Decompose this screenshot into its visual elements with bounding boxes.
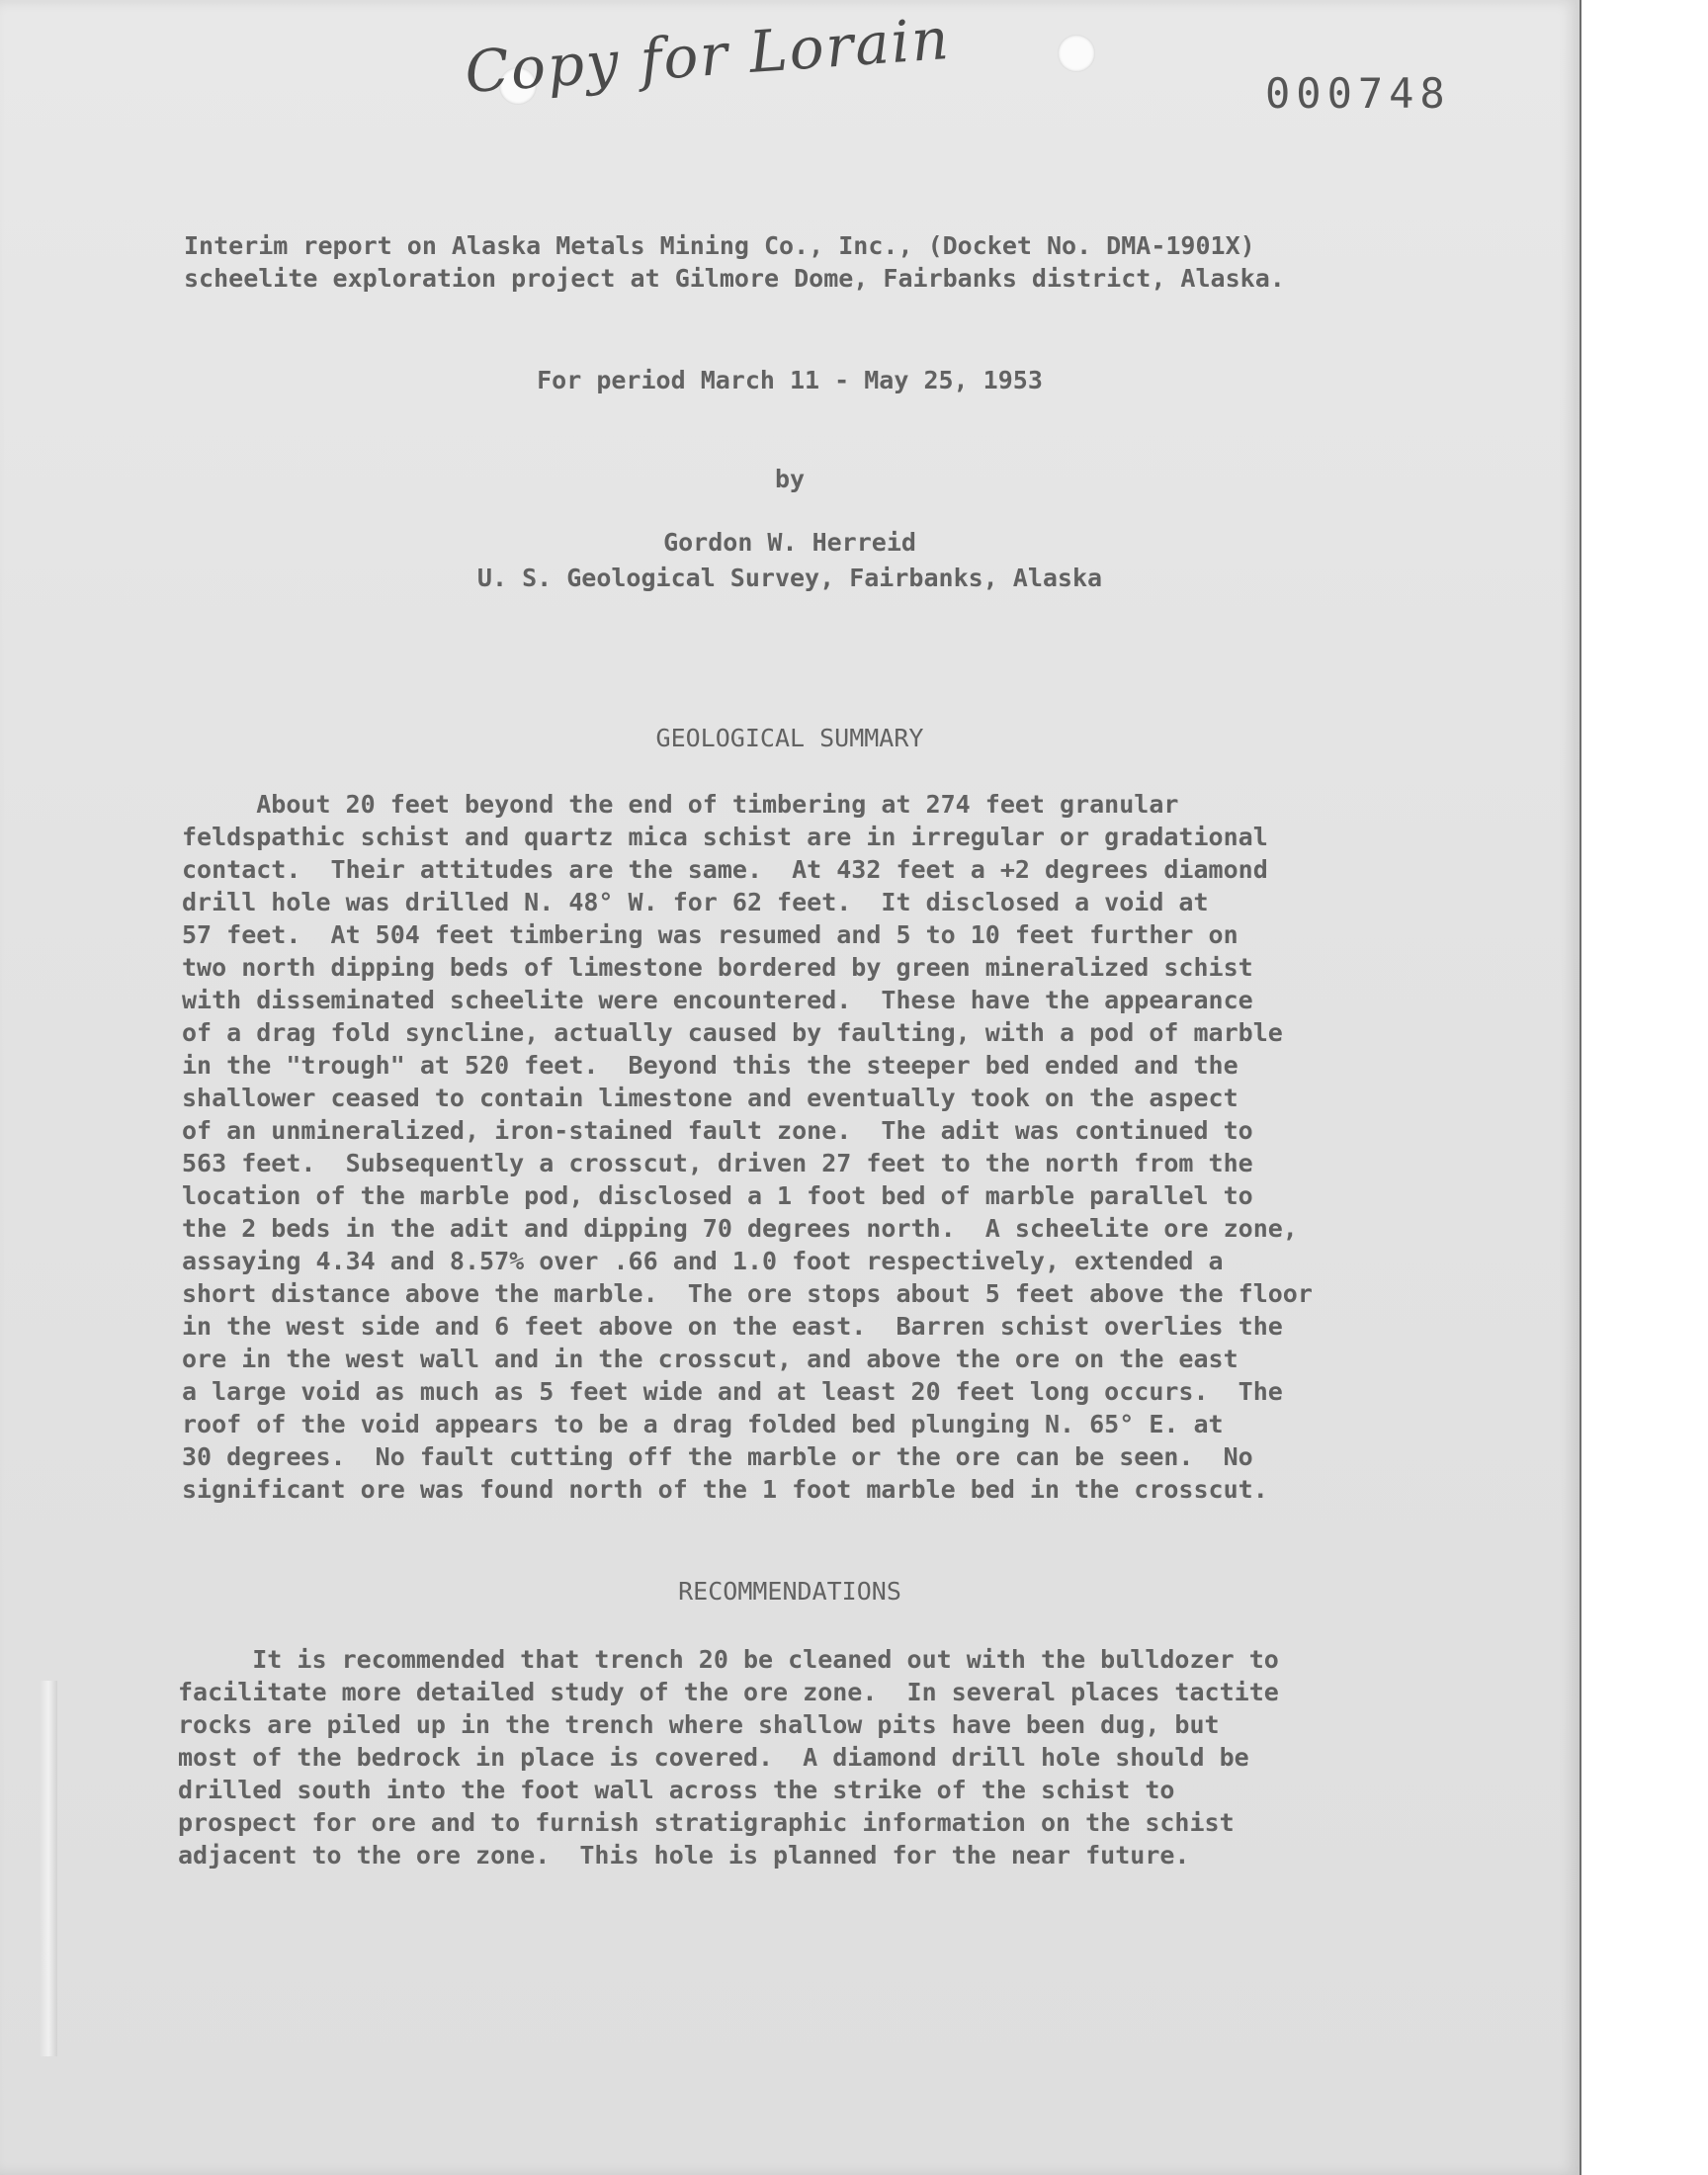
byline: by	[774, 465, 806, 493]
handwritten-note: Copy for Lorain	[463, 4, 953, 107]
paragraph-line: feldspathic schist and quartz mica schist are in irregular or gradational	[182, 823, 1268, 851]
paragraph-line: 563 feet. Subsequently a crosscut, driven 27 feet to the north from the	[182, 1149, 1253, 1177]
geological-summary-paragraph	[182, 788, 1313, 1506]
paragraph-line: rocks are piled up in the trench where shallow pits have been dug, but	[178, 1710, 1220, 1739]
report-period: For period March 11 - May 25, 1953	[537, 366, 1043, 394]
paragraph-line: About 20 feet beyond the end of timbering at 274 feet granular	[182, 790, 1179, 819]
paragraph-line: drilled south into the foot wall across the strike of the schist to	[178, 1776, 1175, 1804]
paragraph-line: It is recommended that trench 20 be cleaned out with the bulldozer to	[178, 1645, 1279, 1674]
paragraph-line: 57 feet. At 504 feet timbering was resumed and 5 to 10 feet further on	[182, 920, 1238, 949]
author-affiliation: U. S. Geological Survey, Fairbanks, Alaska	[476, 564, 1103, 592]
paragraph-line: in the west side and 6 feet above on the east. Barren schist overlies the	[182, 1312, 1283, 1341]
paragraph-line: with disseminated scheelite were encountered. These have the appearance	[182, 986, 1253, 1014]
paragraph-line: in the "trough" at 520 feet. Beyond this the steeper bed ended and the	[182, 1051, 1238, 1080]
paragraph-line: roof of the void appears to be a drag folded bed plunging N. 65° E. at	[182, 1410, 1224, 1438]
paragraph-line: two north dipping beds of limestone bordered by green mineralized schist	[182, 953, 1253, 982]
paragraph-line: prospect for ore and to furnish stratigraphic information on the schist	[178, 1808, 1235, 1837]
tape-mark	[40, 1681, 57, 2056]
paragraph-line: location of the marble pod, disclosed a 1 foot bed of marble parallel to	[182, 1181, 1253, 1210]
report-title	[184, 229, 1285, 295]
paragraph-line: significant ore was found north of the 1 foot marble bed in the crosscut.	[182, 1475, 1268, 1504]
paragraph-line: a large void as much as 5 feet wide and at least 20 feet long occurs. The	[182, 1377, 1283, 1406]
paragraph-line: of an unmineralized, iron-stained fault zone. The adit was continued to	[182, 1116, 1253, 1145]
paragraph-line: the 2 beds in the adit and dipping 70 degrees north. A scheelite ore zone,	[182, 1214, 1298, 1243]
paragraph-line: 30 degrees. No fault cutting off the marble or the ore can be seen. No	[182, 1442, 1253, 1471]
paragraph-line: drill hole was drilled N. 48° W. for 62 feet. It disclosed a void at	[182, 888, 1209, 916]
paragraph-line: short distance above the marble. The ore stops about 5 feet above the floor	[182, 1279, 1313, 1308]
paragraph-line: adjacent to the ore zone. This hole is planned for the near future.	[178, 1841, 1190, 1870]
section-heading-geological-summary: GEOLOGICAL SUMMARY	[655, 724, 924, 752]
paragraph-line: most of the bedrock in place is covered. A diamond drill hole should be	[178, 1743, 1249, 1772]
paragraph-line: of a drag fold syncline, actually caused by faulting, with a pod of marble	[182, 1018, 1283, 1047]
title-line: Interim report on Alaska Metals Mining Co., Inc., (Docket No. DMA-1901X)	[184, 231, 1255, 260]
section-heading-recommendations: RECOMMENDATIONS	[678, 1577, 901, 1606]
title-line: scheelite exploration project at Gilmore Dome, Fairbanks district, Alaska.	[184, 264, 1285, 293]
paragraph-line: assaying 4.34 and 8.57% over .66 and 1.0 foot respectively, extended a	[182, 1247, 1224, 1275]
document-number: 000748	[1265, 69, 1451, 118]
author-name: Gordon W. Herreid	[663, 528, 916, 557]
paragraph-line: facilitate more detailed study of the ore zone. In several places tactite	[178, 1678, 1279, 1706]
punch-hole	[1058, 35, 1095, 72]
paragraph-line: contact. Their attitudes are the same. At 432 feet a +2 degrees diamond	[182, 855, 1268, 884]
paragraph-line: shallower ceased to contain limestone and eventually took on the aspect	[182, 1084, 1238, 1112]
recommendations-paragraph	[178, 1643, 1279, 1871]
paragraph-line: ore in the west wall and in the crosscut, and above the ore on the east	[182, 1345, 1238, 1373]
